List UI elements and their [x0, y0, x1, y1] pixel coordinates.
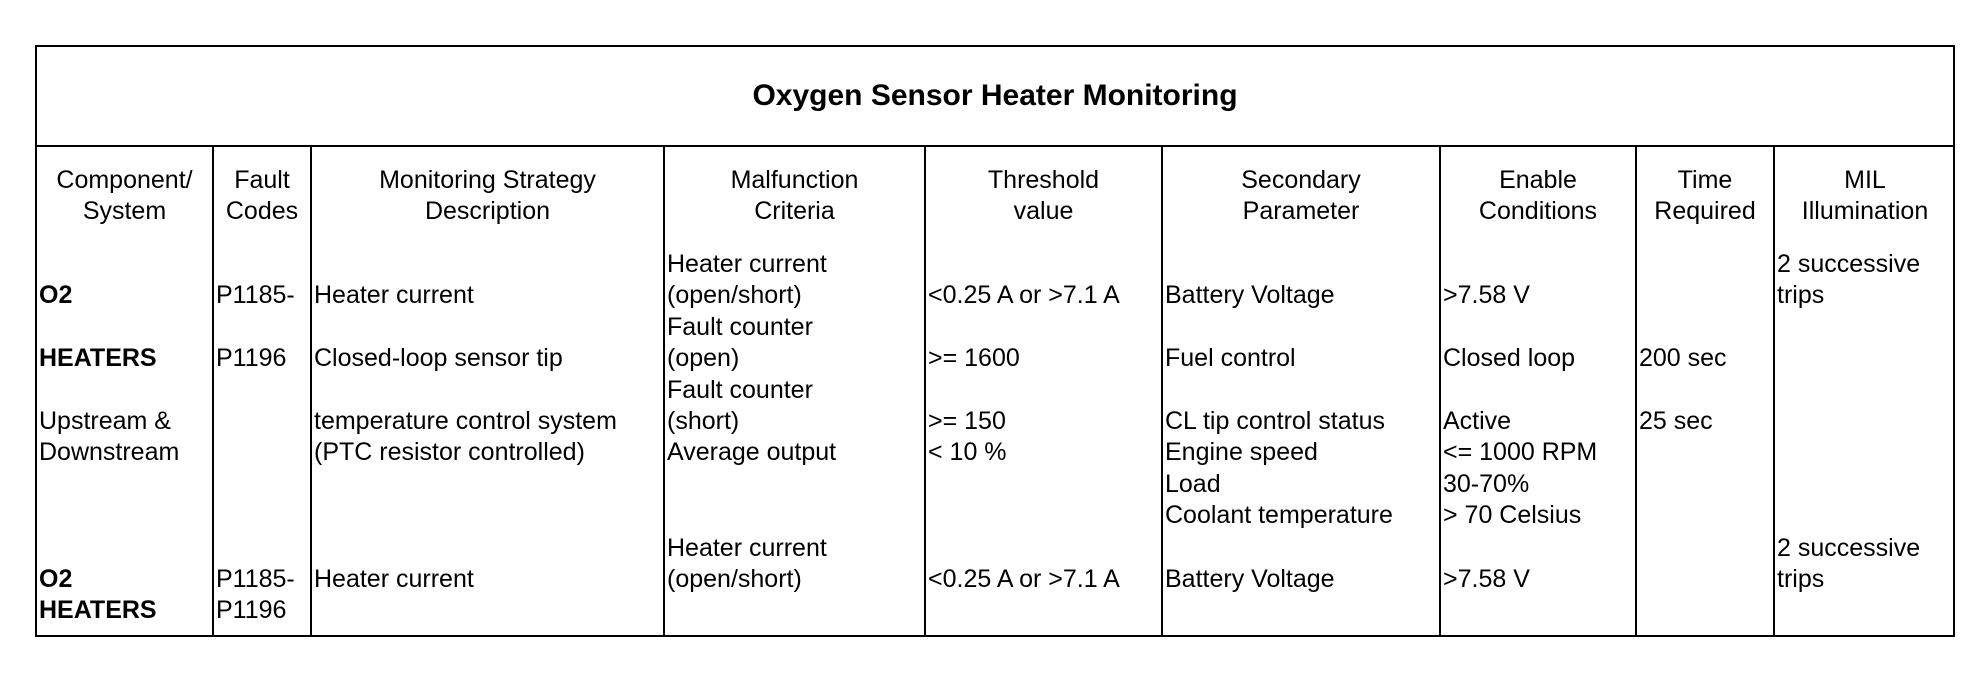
block1-secondary: Fuel control	[1165, 344, 1296, 372]
block1-enable: Active	[1443, 407, 1512, 435]
block1-secondary: CL tip control status	[1165, 407, 1386, 435]
block1-malfunction: (open/short)	[667, 281, 802, 309]
block1-enable: 30-70%	[1443, 470, 1530, 498]
table-title: Oxygen Sensor Heater Monitoring	[37, 47, 1953, 147]
header-mil: MIL Illumination	[1801, 166, 1929, 225]
block1-enable: > 70 Celsius	[1443, 501, 1582, 529]
block2-mil: 2 successive	[1777, 534, 1921, 562]
block1-malfunction: (short)	[667, 407, 740, 435]
block1-mil: trips	[1777, 281, 1825, 309]
header-threshold: Threshold value	[987, 166, 1100, 225]
monitoring-table	[35, 45, 1955, 637]
block2-malfunction: (open/short)	[667, 565, 802, 593]
block1-strategy: (PTC resistor controlled)	[314, 438, 585, 466]
block1-threshold: <0.25 A or >7.1 A	[928, 281, 1120, 309]
block1-malfunction: (open)	[667, 344, 740, 372]
block1-secondary: Engine speed	[1165, 438, 1318, 466]
block2-mil: trips	[1777, 565, 1825, 593]
block1-secondary: Load	[1165, 470, 1221, 498]
block1-secondary: Coolant temperature	[1165, 501, 1393, 529]
header-component: Component/ System	[56, 166, 193, 225]
block1-fault-code: P1196	[216, 344, 287, 372]
block1-strategy: Heater current	[314, 281, 474, 309]
block1-threshold: >= 1600	[928, 344, 1020, 372]
block2-threshold: <0.25 A or >7.1 A	[928, 565, 1120, 593]
block2-component: O2	[39, 565, 73, 593]
block1-malfunction: Heater current	[667, 250, 827, 278]
block1-secondary: Battery Voltage	[1165, 281, 1335, 309]
block1-time: 200 sec	[1639, 344, 1727, 372]
header-fault-codes: Fault Codes	[225, 166, 299, 225]
header-enable: Enable Conditions	[1478, 166, 1598, 225]
block2-fault-code: P1185-	[216, 565, 295, 593]
block1-enable: >7.58 V	[1443, 281, 1530, 309]
block1-strategy: Closed-loop sensor tip	[314, 344, 563, 372]
block1-component: HEATERS	[39, 344, 157, 372]
block1-fault-code: P1185-	[216, 281, 295, 309]
block1-component: O2	[39, 281, 73, 309]
block1-malfunction: Average output	[667, 438, 837, 466]
block1-mil: 2 successive	[1777, 250, 1921, 278]
block1-component: Upstream &	[39, 407, 171, 435]
block1-enable: Closed loop	[1443, 344, 1576, 372]
block1-enable: <= 1000 RPM	[1443, 438, 1598, 466]
block1-strategy: temperature control system	[314, 407, 617, 435]
block1-threshold: >= 150	[928, 407, 1006, 435]
block2-component: HEATERS	[39, 596, 157, 624]
block2-strategy: Heater current	[314, 565, 474, 593]
block2-secondary: Battery Voltage	[1165, 565, 1335, 593]
block1-malfunction: Fault counter	[667, 376, 813, 404]
header-strategy: Monitoring Strategy Description	[379, 166, 596, 225]
block1-component: Downstream	[39, 438, 180, 466]
block2-malfunction: Heater current	[667, 534, 827, 562]
block1-threshold: < 10 %	[928, 438, 1007, 466]
block2-fault-code: P1196	[216, 596, 287, 624]
header-malfunction: Malfunction Criteria	[730, 166, 859, 225]
header-time: Time Required	[1654, 166, 1756, 225]
block1-malfunction: Fault counter	[667, 313, 813, 341]
block2-enable: >7.58 V	[1443, 565, 1530, 593]
header-secondary: Secondary Parameter	[1241, 166, 1361, 225]
block1-time: 25 sec	[1639, 407, 1713, 435]
